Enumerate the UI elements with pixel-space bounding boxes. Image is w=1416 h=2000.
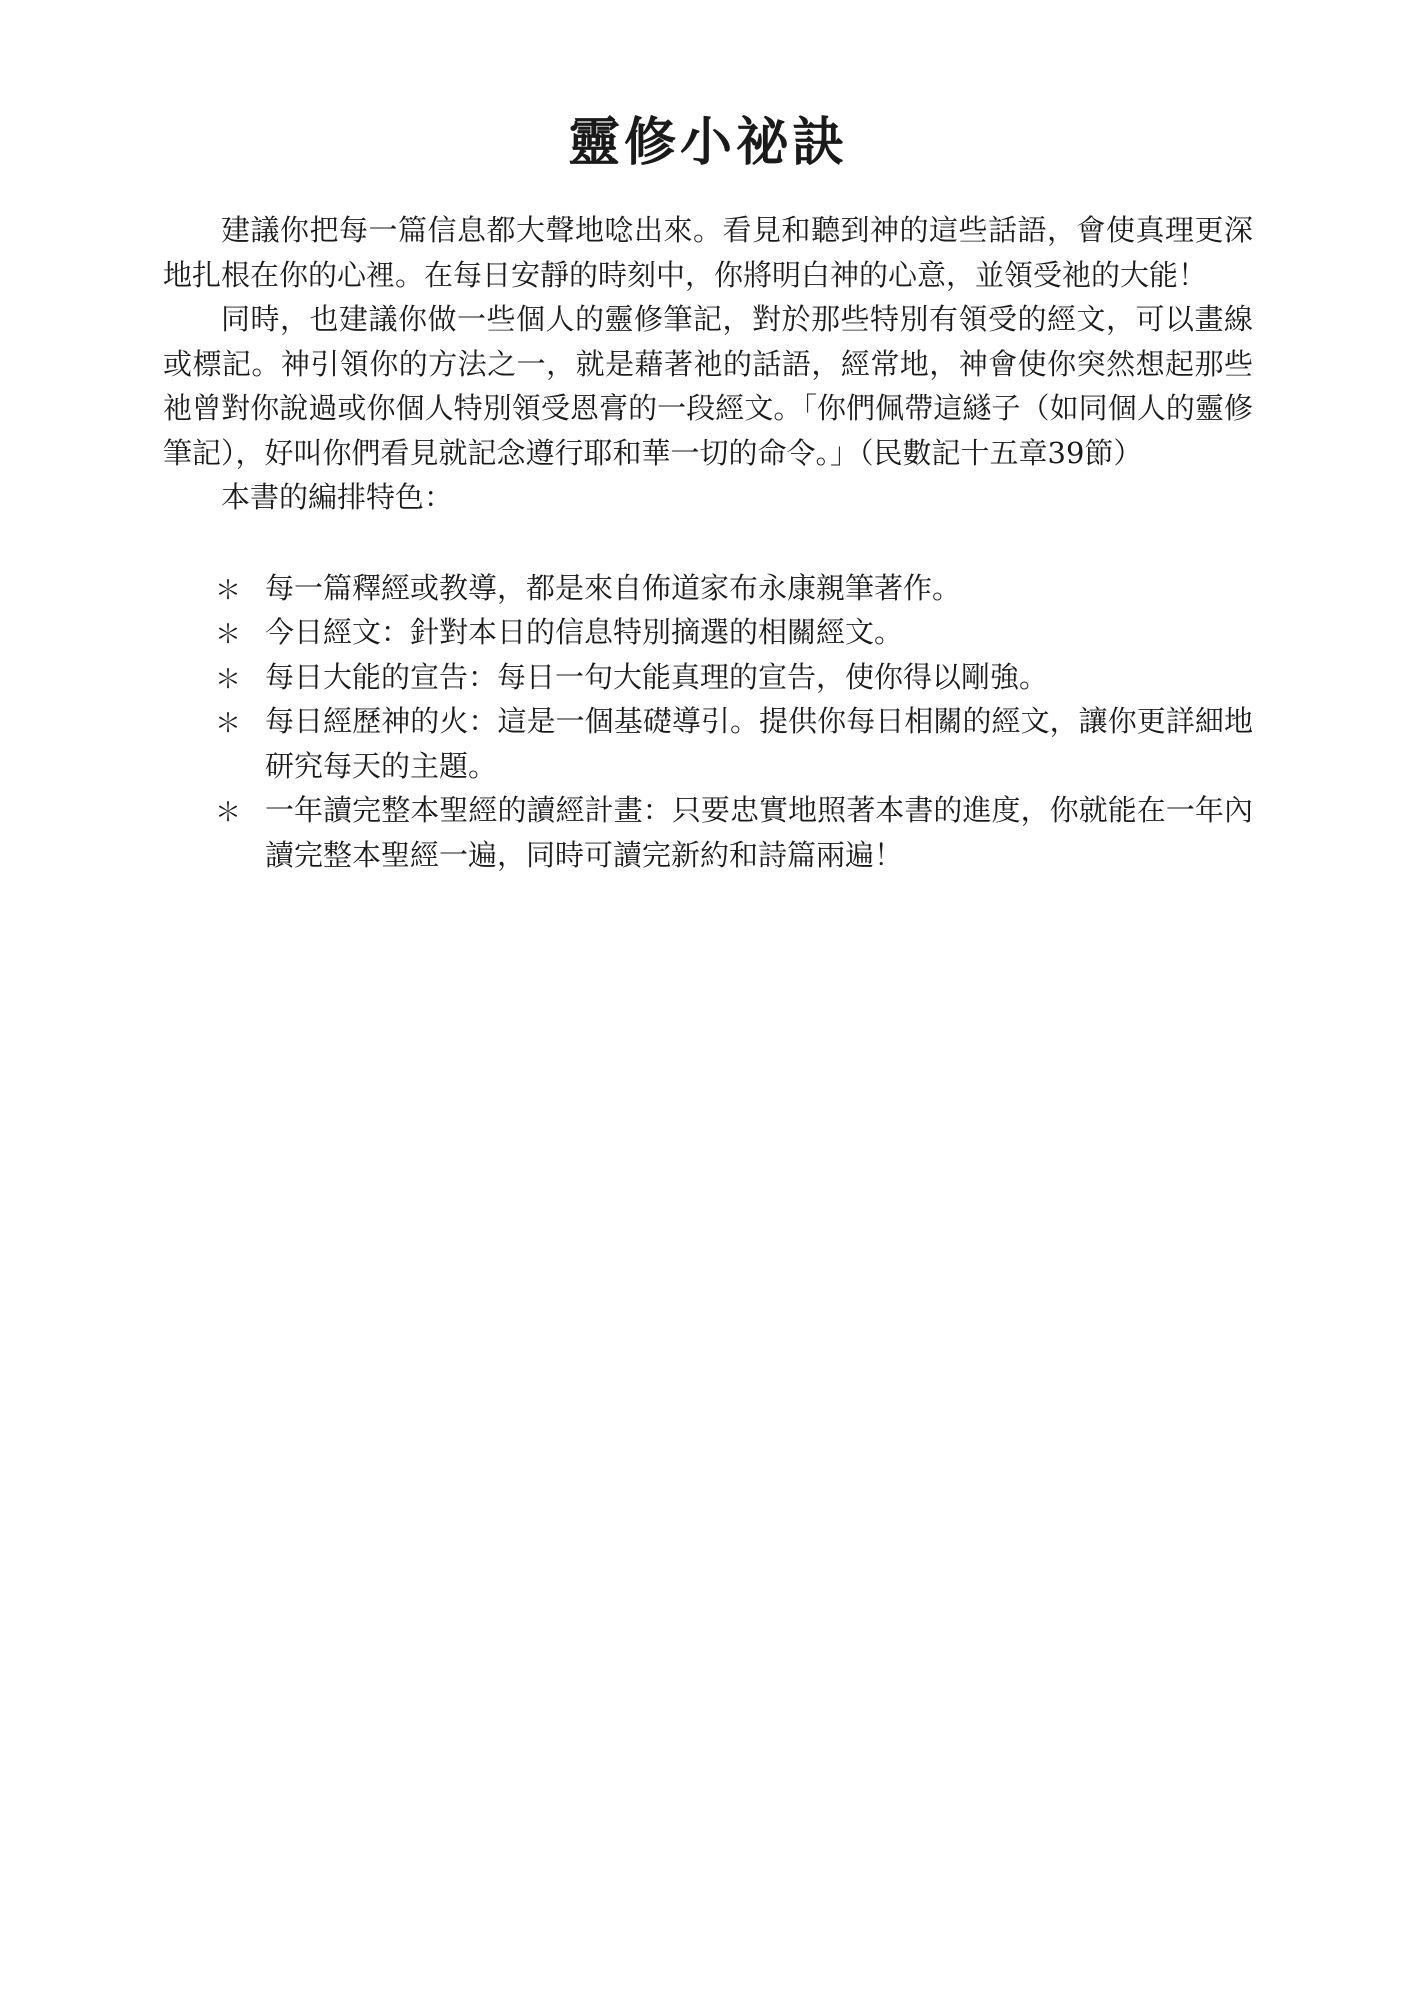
features-list	[163, 566, 1253, 878]
list-item	[163, 655, 1253, 700]
body-text	[163, 208, 1253, 877]
list-item	[163, 788, 1253, 877]
list-item	[163, 699, 1253, 788]
page-title: 靈修小祕訣	[567, 112, 848, 173]
paragraph-read-aloud: 建議你把每一篇信息都大聲地唸出來。看見和聽到神的這些話語，會使真理更深地扎根在你的心裡。在每日安靜的時刻中，你將明白神的心意，並領受祂的大能！	[163, 213, 1253, 292]
feature-text: 每日大能的宣告：每日一句大能真理的宣告，使你得以剛強。	[265, 659, 1049, 694]
list-item	[163, 566, 1253, 611]
asterisk-bullet-icon: ＊	[215, 798, 242, 828]
asterisk-bullet-icon: ＊	[215, 664, 242, 695]
features-heading: 本書的編排特色：	[221, 480, 454, 514]
asterisk-bullet-icon: ＊	[215, 709, 242, 739]
asterisk-bullet-icon: ＊	[215, 575, 242, 606]
asterisk-bullet-icon: ＊	[215, 620, 242, 650]
feature-text: 一年讀完整本聖經的讀經計畫：只要忠實地照著本書的進度，你就能在一年內讀完整本聖經一遍，同時可讀完新約和詩篇兩遍！	[265, 793, 1253, 872]
feature-text: 每日經歷神的火：這是一個基礎導引。提供你每日相關的經文，讓你更詳細地研究每天的主題。	[265, 704, 1253, 783]
feature-text: 每一篇釋經或教導，都是來自佈道家布永康親筆著作。	[265, 570, 962, 605]
list-item	[163, 610, 1253, 655]
feature-text: 今日經文：針對本日的信息特別摘選的相關經文。	[265, 615, 904, 649]
paragraph-devotional-notes: 同時，也建議你做一些個人的靈修筆記，對於那些特別有領受的經文，可以畫線或標記。神引領你的方法之一，就是藉著祂的話語，經常地，神會使你突然想起那些祂曾對你說過或你個人特別領受恩膏的一段經文。「你們佩帶這繸子（如同個人的靈修筆記），好叫你們看見就記念遵行耶和華一切的命令。」（民數記十五章39節）	[163, 302, 1253, 470]
